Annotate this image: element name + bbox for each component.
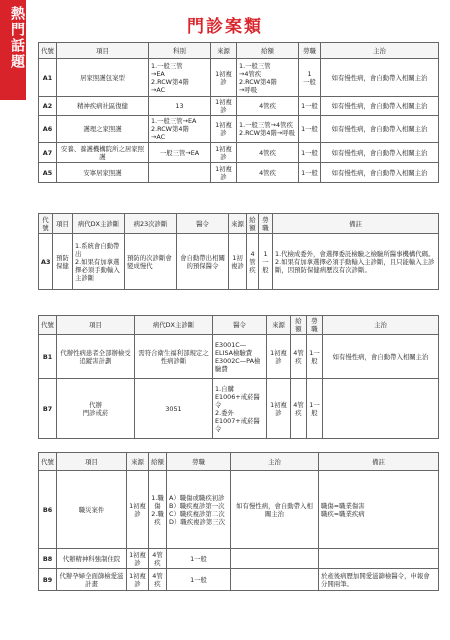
row-main: 如有慢性病，會自動帶入相關主治 bbox=[321, 163, 439, 183]
table-contract-services bbox=[38, 315, 439, 439]
table-occupational bbox=[38, 452, 439, 591]
header-item: 項目 bbox=[57, 453, 127, 471]
row-labor: 1一般 bbox=[307, 335, 323, 379]
row-order: E3001C—ELISA檢驗費 E3002C—PA檢驗費 bbox=[213, 335, 267, 379]
row-code: B9 bbox=[39, 569, 57, 591]
row-note bbox=[319, 549, 439, 569]
row-amount: 4管疾 bbox=[237, 163, 299, 183]
row-code: B1 bbox=[39, 335, 57, 379]
table-row bbox=[39, 143, 439, 163]
row-labor: 1一般 bbox=[259, 234, 273, 290]
row-code: B6 bbox=[39, 471, 57, 549]
header-main: 主治 bbox=[323, 316, 439, 335]
header-source: 來源 bbox=[267, 316, 291, 335]
row-item: 代辦 門診戒菸 bbox=[57, 379, 135, 439]
row-dx1: 1.系統會自動帶出 2.如果有加拿選擇必須手動輸入主診斷 bbox=[73, 234, 125, 290]
row-item: 精神疾病社區復健 bbox=[57, 97, 149, 116]
row-amount: 4管疾 bbox=[291, 379, 307, 439]
row-item: 代辦孕婦全面篩檢愛滋計畫 bbox=[57, 569, 127, 591]
table-row bbox=[39, 471, 439, 549]
row-item: 職災案件 bbox=[57, 471, 127, 549]
row-amount: 4管疾 bbox=[149, 549, 167, 569]
row-code: A7 bbox=[39, 143, 57, 163]
header-note: 備註 bbox=[273, 214, 439, 234]
row-code: A2 bbox=[39, 97, 57, 116]
row-main bbox=[323, 379, 439, 439]
row-source: 1初複診 bbox=[211, 97, 237, 116]
header-item: 項目 bbox=[53, 214, 73, 234]
row-labor: 1一般 bbox=[299, 116, 321, 143]
row-amount: 4管疾 bbox=[291, 335, 307, 379]
row-main: 如有慢性病，會自動帶入相關主治 bbox=[231, 471, 319, 549]
header-labor: 勞職 bbox=[167, 453, 231, 471]
header-labor: 勞職 bbox=[307, 316, 323, 335]
row-dept bbox=[149, 163, 211, 183]
row-note: 職傷=職業傷害 職疾=職業疾病 bbox=[319, 471, 439, 549]
header-code: 代號 bbox=[39, 214, 53, 234]
header-code: 代號 bbox=[39, 453, 57, 471]
row-labor: 1一般 bbox=[299, 97, 321, 116]
row-main bbox=[231, 549, 319, 569]
row-main: 如有慢性病，會自動帶入相關主治 bbox=[321, 116, 439, 143]
header-amount: 給額 bbox=[237, 43, 299, 59]
row-code: A3 bbox=[39, 234, 53, 290]
row-code: B7 bbox=[39, 379, 57, 439]
row-source: 1初複診 bbox=[127, 471, 149, 549]
row-labor: 1一般 bbox=[299, 163, 321, 183]
header-source: 來源 bbox=[229, 214, 247, 234]
row-source: 1初複診 bbox=[211, 143, 237, 163]
row-labor: 1一般 bbox=[167, 569, 231, 591]
row-source: 1初複診 bbox=[211, 116, 237, 143]
header-main: 主治 bbox=[231, 453, 319, 471]
header-note: 備註 bbox=[319, 453, 439, 471]
row-item: 代辦性病患者全部辦檢受追蹤害計劃 bbox=[57, 335, 135, 379]
row-code: A6 bbox=[39, 116, 57, 143]
row-labor: 1 一般 bbox=[299, 59, 321, 97]
row-amount: 1.一般三管→4管疾 2.RCW第4階→呼吸 bbox=[237, 116, 299, 143]
row-item: 護理之家照護 bbox=[57, 116, 149, 143]
table-preventive-care bbox=[38, 213, 439, 290]
row-amount: 1.職傷 2.職疾 bbox=[149, 471, 167, 549]
header-dx2: 病23次診斷 bbox=[125, 214, 177, 234]
row-amount: 1.一般三管 →4管疾 2.RCW第4階 →呼吸 bbox=[237, 59, 299, 97]
row-source: 1初複診 bbox=[267, 335, 291, 379]
row-amount: 4管疾 bbox=[247, 234, 259, 290]
row-labor: 1一般 bbox=[299, 143, 321, 163]
header-code: 代號 bbox=[39, 43, 57, 59]
row-code: A5 bbox=[39, 163, 57, 183]
row-main: 如有慢性病，會自動帶入相關主治 bbox=[321, 143, 439, 163]
header-dx1: 病代DX主診斷 bbox=[73, 214, 125, 234]
row-dept: 1.一般三管 →EA 2.RCW第4階 →AC bbox=[149, 59, 211, 97]
row-item: 安寧居家照護 bbox=[57, 163, 149, 183]
row-item: 安養、養護機構院所之居家照護 bbox=[57, 143, 149, 163]
header-amount: 給額 bbox=[247, 214, 259, 234]
row-code: B8 bbox=[39, 549, 57, 569]
row-dx: 需符合衛生福利部規定之性病診斷 bbox=[135, 335, 213, 379]
row-main: 如有慢性病，會自動帶入相關主治 bbox=[321, 97, 439, 116]
row-source: 1初複診 bbox=[127, 569, 149, 591]
header-amount: 給額 bbox=[149, 453, 167, 471]
row-labor: 1一般 bbox=[167, 549, 231, 569]
row-note: 於產後病歷加開愛滋篩檢醫令，申報會分開兩筆。 bbox=[319, 569, 439, 591]
table-row bbox=[39, 59, 439, 97]
header-source: 來源 bbox=[211, 43, 237, 59]
header-order: 醫令 bbox=[213, 316, 267, 335]
row-main: 如有慢性病，會自動帶入相關主治 bbox=[321, 59, 439, 97]
side-tab-label: 熱門話題 bbox=[9, 6, 25, 70]
row-dx: 3051 bbox=[135, 379, 213, 439]
row-code: A1 bbox=[39, 59, 57, 97]
table-row bbox=[39, 549, 439, 569]
row-source: 1初複診 bbox=[267, 379, 291, 439]
row-dept: 13 bbox=[149, 97, 211, 116]
row-source: 1初複診 bbox=[229, 234, 247, 290]
row-order: 1.自購 E1006+戒菸醫令 2.委外 E1007+戒菸醫令 bbox=[213, 379, 267, 439]
header-item: 項目 bbox=[57, 43, 149, 59]
row-amount: 4管疾 bbox=[237, 143, 299, 163]
header-dx: 病代DX主診斷 bbox=[135, 316, 213, 335]
header-main: 主治 bbox=[321, 43, 439, 59]
header-code: 代號 bbox=[39, 316, 57, 335]
table-row bbox=[39, 116, 439, 143]
row-main: 如有慢性病，會自動帶入相關主治 bbox=[323, 335, 439, 379]
row-dx2: 預防的次診斷會變成慢代 bbox=[125, 234, 177, 290]
table-home-care bbox=[38, 42, 439, 183]
table-row bbox=[39, 163, 439, 183]
row-source: 1初複診 bbox=[211, 163, 237, 183]
header-amount: 給額 bbox=[291, 316, 307, 335]
row-labor: 1一般 bbox=[307, 379, 323, 439]
row-item: 代辦精神科強制住院 bbox=[57, 549, 127, 569]
header-order: 醫令 bbox=[177, 214, 229, 234]
row-order: 會自動帶出相關的預保醫令 bbox=[177, 234, 229, 290]
row-amount: 4管疾 bbox=[149, 569, 167, 591]
row-item: 居家照護包案型 bbox=[57, 59, 149, 97]
page-title: 門診案類 bbox=[187, 17, 263, 37]
row-dept: 一般三管→EA bbox=[149, 143, 211, 163]
row-source: 1初複診 bbox=[127, 549, 149, 569]
header-item: 項目 bbox=[57, 316, 135, 335]
header-dept: 科別 bbox=[149, 43, 211, 59]
row-main bbox=[231, 569, 319, 591]
table-row bbox=[39, 569, 439, 591]
row-note: 1.代檢成委外，會選擇委託檢驗之檢驗所醫事機構代碼。 2.如果有加拿選擇必須手動輸入主診斷，且只能輸入主診斷，因預防保健病歷沒有次診斷。 bbox=[273, 234, 439, 290]
table-row bbox=[39, 234, 439, 290]
row-item: 預防保健 bbox=[53, 234, 73, 290]
table-row bbox=[39, 335, 439, 379]
row-dept: 1.一般三管→EA 2.RCW第4階 →AC bbox=[149, 116, 211, 143]
table-row bbox=[39, 379, 439, 439]
header-source: 來源 bbox=[127, 453, 149, 471]
row-labor: A）職傷或職疾初診 B）職疾複診第一次 C）職疾複診第二次 D）職疾複診第三次 bbox=[167, 471, 231, 549]
header-labor: 勞職 bbox=[299, 43, 321, 59]
header-labor: 勞職 bbox=[259, 214, 273, 234]
row-amount: 4管疾 bbox=[237, 97, 299, 116]
table-row bbox=[39, 97, 439, 116]
row-source: 1初複診 bbox=[211, 59, 237, 97]
